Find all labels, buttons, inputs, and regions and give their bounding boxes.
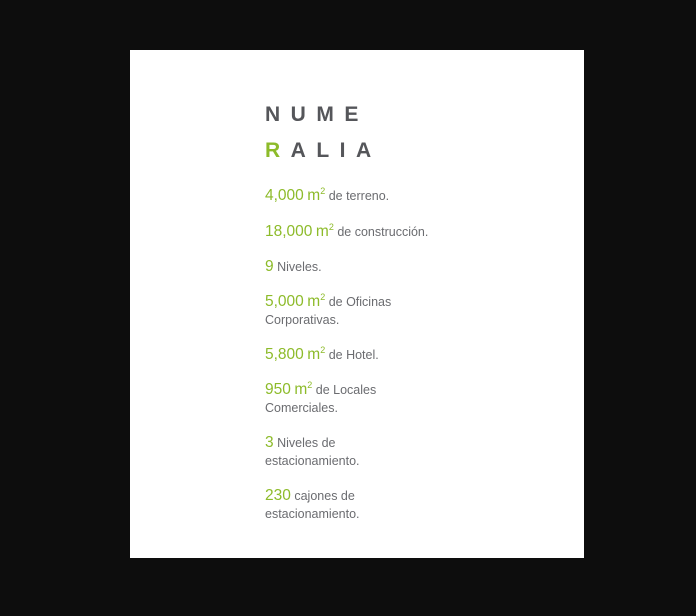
stat-line <box>265 223 428 241</box>
stat-line <box>265 434 360 452</box>
stat-value: 3 <box>265 434 274 451</box>
stat-item <box>265 381 376 417</box>
stat-item <box>265 258 322 276</box>
stat-line <box>265 381 376 399</box>
stat-description: de Hotel. <box>328 348 379 362</box>
stat-value: 5,000 <box>265 293 304 310</box>
stat-value: 5,800 <box>265 346 304 363</box>
stat-description-continued: estacionamiento. <box>265 454 360 468</box>
stat-description: Niveles. <box>277 260 322 274</box>
stat-line <box>265 293 391 311</box>
stat-value: 230 <box>265 487 291 504</box>
stat-description: de Locales <box>315 383 377 397</box>
title-line-1: NUME <box>265 103 369 126</box>
stat-description: de terreno. <box>328 189 390 203</box>
title-line-2 <box>265 133 382 169</box>
stat-description-continued: Corporativas. <box>265 313 340 327</box>
title-accent-letter: R <box>265 139 291 162</box>
title-line-2-rest: ALIA <box>290 139 382 162</box>
stat-line <box>265 258 322 276</box>
stat-unit: m <box>307 346 321 363</box>
stat-unit: m <box>307 293 321 310</box>
stat-line <box>265 187 389 205</box>
stat-item <box>265 346 379 364</box>
stat-unit-superscript: 2 <box>320 186 326 196</box>
stat-unit-superscript: 2 <box>328 222 334 232</box>
stat-value: 4,000 <box>265 187 304 204</box>
stat-item <box>265 187 389 205</box>
stat-value: 18,000 <box>265 223 313 240</box>
stat-item <box>265 487 360 523</box>
stat-unit-superscript: 2 <box>320 292 326 302</box>
stat-unit: m <box>307 187 321 204</box>
stat-item <box>265 434 360 470</box>
stat-value: 950 <box>265 381 291 398</box>
stat-description: Niveles de <box>277 436 336 450</box>
numeralia-title <box>265 97 382 169</box>
stat-description: cajones de <box>294 489 355 503</box>
stat-description-continued: estacionamiento. <box>265 507 360 521</box>
stat-unit: m <box>315 223 329 240</box>
stat-unit-superscript: 2 <box>320 345 326 355</box>
stat-unit-superscript: 2 <box>307 380 313 390</box>
stat-description: de Oficinas <box>328 295 392 309</box>
stat-item <box>265 293 391 329</box>
stat-line <box>265 346 379 364</box>
stat-value: 9 <box>265 258 274 275</box>
numeralia-card <box>130 50 584 558</box>
stat-unit: m <box>294 381 308 398</box>
stat-description-continued: Comerciales. <box>265 401 338 415</box>
stat-description: de construcción. <box>337 225 429 239</box>
stat-line <box>265 487 360 505</box>
stat-item <box>265 223 428 241</box>
